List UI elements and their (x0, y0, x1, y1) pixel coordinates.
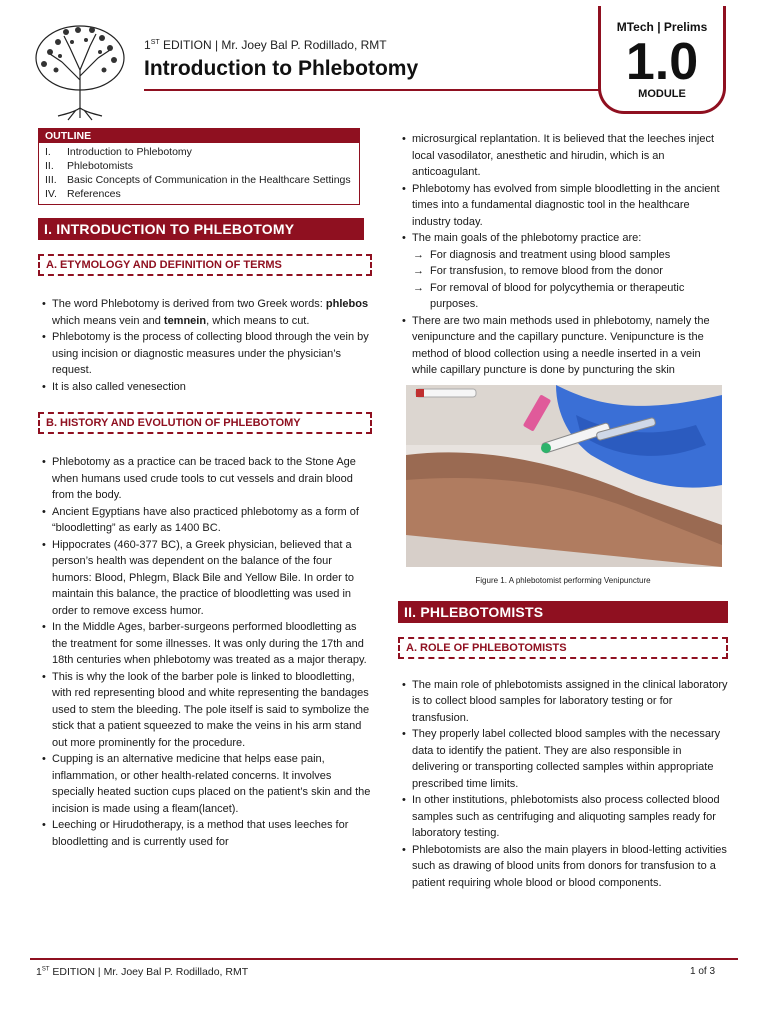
role-list (398, 677, 728, 892)
outline-heading: OUTLINE (39, 129, 359, 143)
list-item: → For diagnosis and treatment using blood samples (398, 247, 728, 264)
header-edition: 1ST EDITION | Mr. Joey Bal P. Rodillado, RMT (144, 38, 387, 52)
badge-course: MTech | Prelims (616, 20, 708, 34)
list-item: • In the Middle Ages, barber-surgeons performed bloodletting as the treatment for some illnesses. It was only during the 17th and 18th centuries when phlebotomy was treated as a major therapy. (38, 619, 372, 669)
list-item: • This is why the look of the barber pole is linked to bloodletting, with red representing blood and white representing the bandages used to stem the bleeding. The pole itself is said to symbolize the stick that a patient squeezed to make the veins in his arm stand out more prominently for the procedure. (38, 669, 372, 752)
list-item: • Phlebotomy has evolved from simple bloodletting in the ancient times into a fundamental diagnostic tool in the healthcare industry today. (398, 181, 728, 231)
list-item: • The main role of phlebotomists assigned in the clinical laboratory is to collect blood samples for laboratory testing or for transfusion. (398, 677, 728, 727)
list-item: • Cupping is an alternative medicine that helps ease pain, inflammation, or other health-related concerns. It involves specially heated suction cups placed on the patient’s skin and the incision is made using a fleam(lancet). (38, 751, 372, 817)
list-item: • Ancient Egyptians have also practiced phlebotomy as a form of “bloodletting” as early as 1400 BC. (38, 504, 372, 537)
list-item: • Phlebotomy as a practice can be traced back to the Stone Age when humans used crude tools to cut vessels and drain blood from the body. (38, 454, 372, 504)
badge-label: MODULE (638, 88, 686, 100)
outline-list (39, 143, 359, 204)
section-heading-phlebotomists: II. PHLEBOTOMISTS (398, 601, 728, 623)
list-item: → For removal of blood for polycythemia or therapeutic purposes. (398, 280, 728, 313)
outline-item: II. Phlebotomists (45, 160, 133, 172)
continued-list (398, 131, 728, 247)
list-item: • The main goals of the phlebotomy practice are: (398, 230, 728, 247)
tree-logo (30, 18, 130, 122)
list-item: • It is also called venesection (38, 379, 372, 396)
list-item: • They properly label collected blood samples with the necessary data to identify the patient. They are also responsible in delivering or transporting collected samples within appropriate prescribed time limits. (398, 726, 728, 792)
left-column (38, 128, 372, 850)
outline-box (38, 128, 360, 205)
footer-divider (30, 958, 738, 960)
outline-item: III. Basic Concepts of Communication in the Healthcare Settings (45, 174, 351, 186)
list-item: • Phlebotomy is the process of collecting blood through the vein by using incision or diagnostic measures under the physician’s request. (38, 329, 372, 379)
etymology-list (38, 296, 372, 395)
list-item: • The word Phlebotomy is derived from two Greek words: phlebos which means vein and temnein, which means to cut. (38, 296, 372, 329)
subsection-heading-history: B. HISTORY AND EVOLUTION OF PHLEBOTOMY (38, 412, 372, 434)
page-title: Introduction to Phlebotomy (144, 57, 419, 80)
outline-item: IV. References (45, 188, 121, 200)
list-item: • Phlebotomists are also the main players in blood-letting activities such as drawing of blood units from donors for transfusion to a patient requiring whole blood or blood components. (398, 842, 728, 892)
list-item: • In other institutions, phlebotomists also process collected blood samples such as centrifuging and aliquoting samples ready for laboratory testing. (398, 792, 728, 842)
badge-number: 1.0 (625, 33, 699, 91)
list-item: → For transfusion, to remove blood from the donor (398, 263, 728, 280)
subsection-heading-role: A. ROLE OF PHLEBOTOMISTS (398, 637, 728, 659)
header-divider (144, 89, 599, 91)
module-badge (598, 6, 726, 114)
section-heading-introduction: I. INTRODUCTION TO PHLEBOTOMY (38, 218, 364, 240)
history-list (38, 454, 372, 850)
right-column (398, 131, 728, 891)
goals-list (398, 247, 728, 313)
subsection-heading-etymology: A. ETYMOLOGY AND DEFINITION OF TERMS (38, 254, 372, 276)
venipuncture-photo (406, 385, 722, 567)
methods-list (398, 313, 728, 379)
footer-edition: 1ST EDITION | Mr. Joey Bal P. Rodillado, RMT (36, 966, 249, 978)
outline-item: I. Introduction to Phlebotomy (45, 146, 192, 158)
list-item: • There are two main methods used in phlebotomy, namely the venipuncture and the capillary puncture. Venipuncture is the method of blood collection using a needle inserted in a vein while capillary puncture is done by puncturing the skin (398, 313, 728, 379)
list-item: • Leeching or Hirudotherapy, is a method that uses leeches for bloodletting and is currently used for (38, 817, 372, 850)
figure-caption: Figure 1. A phlebotomist performing Venipuncture (475, 575, 651, 585)
list-item: • microsurgical replantation. It is believed that the leeches inject local vasodilator, anesthetic and hirudin, which is an anticoagulant. (398, 131, 728, 181)
list-item: • Hippocrates (460-377 BC), a Greek physician, believed that a person’s health was dependent on the balance of the four humors: Blood, Phlegm, Black Bile and Yellow Bile. In order to maintain this balance, the practice of bloodletting was used in order to remove excess humor. (38, 537, 372, 620)
page-number: 1 of 3 (690, 966, 716, 977)
